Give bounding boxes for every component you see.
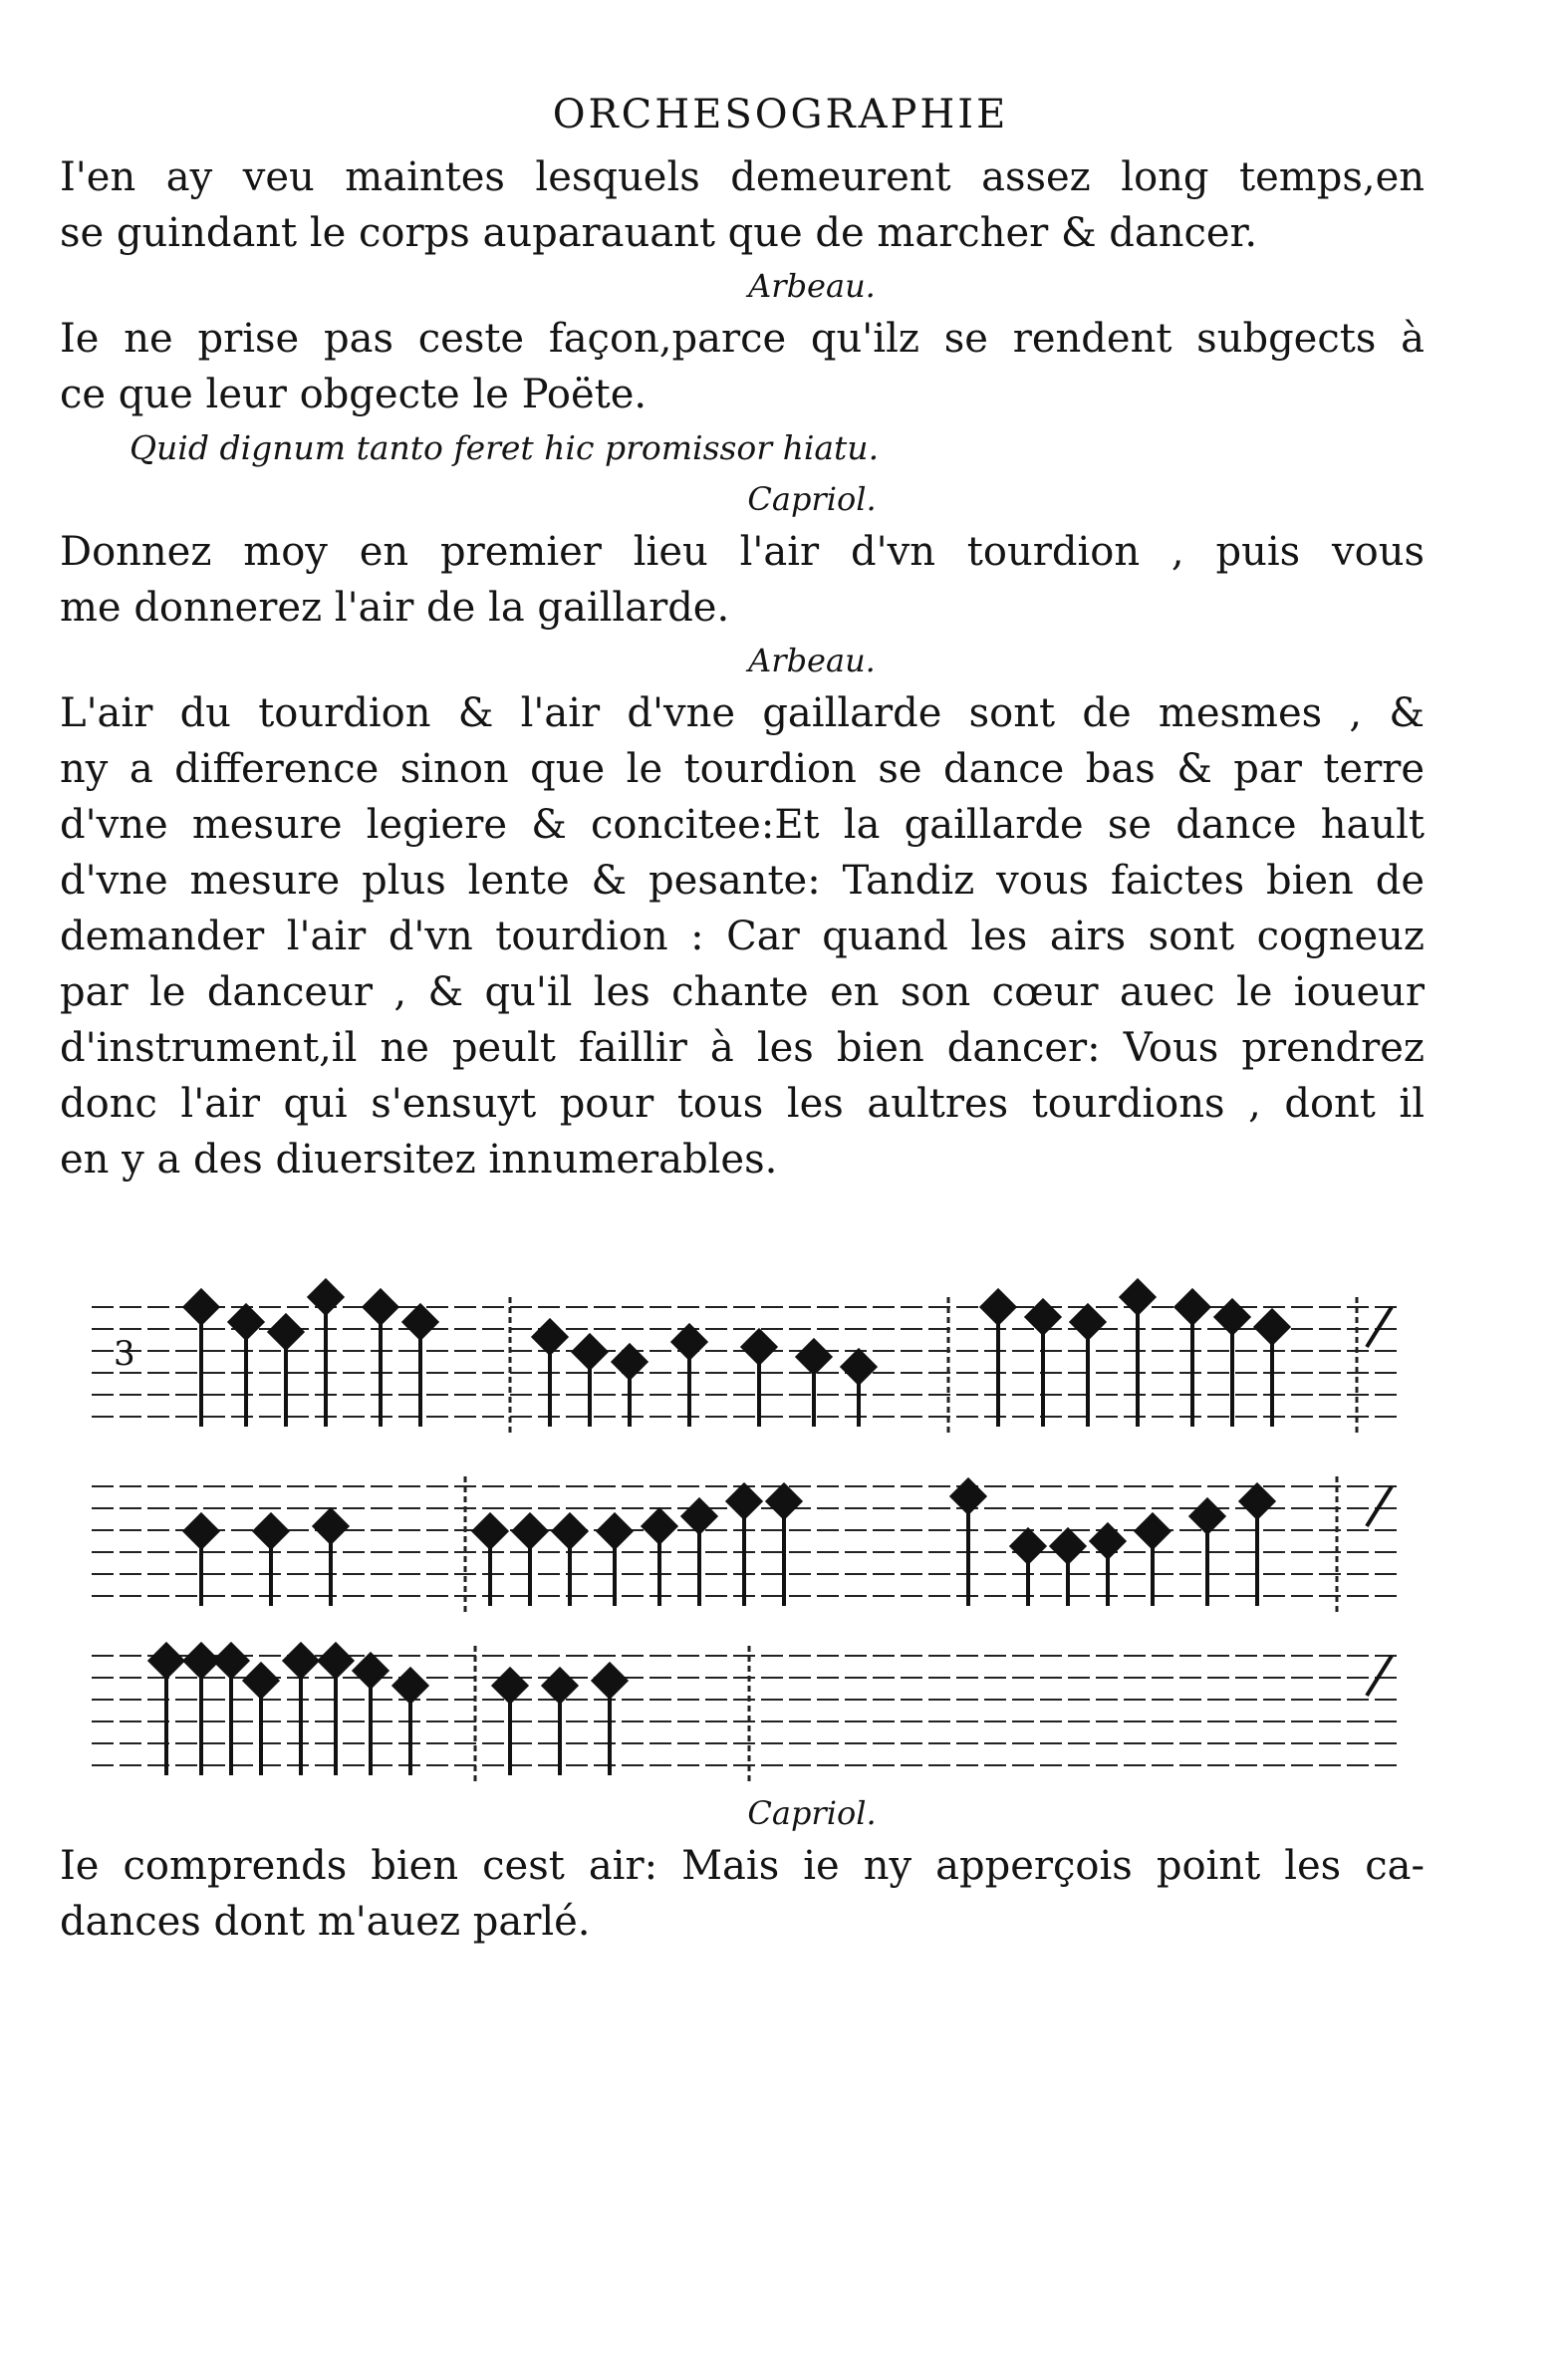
note-head	[365, 1291, 395, 1322]
note-head	[355, 1655, 386, 1686]
paragraph	[60, 685, 1425, 1188]
note-head	[185, 1291, 216, 1322]
note-head	[544, 1670, 575, 1701]
custos-mark	[1367, 1307, 1392, 1347]
note-head	[150, 1645, 181, 1676]
text-line: ce que leur obgecte le Poëte.	[60, 372, 648, 417]
note-head	[673, 1326, 704, 1357]
note-head	[683, 1500, 714, 1531]
note-head	[1137, 1515, 1168, 1546]
note-head	[315, 1510, 346, 1541]
lower-text-block	[60, 1788, 1425, 1950]
paragraph	[60, 524, 1425, 636]
speaker-name: Arbeau.	[748, 267, 876, 305]
note-head	[394, 1670, 425, 1701]
text-line: d'instrument,il ne peult faillir à les bien dancer: Vous prendrez	[60, 1025, 1425, 1071]
text-line: se guindant le corps auparauant que de marcher & dancer.	[60, 210, 1258, 256]
note-head	[743, 1331, 774, 1362]
closing-line-1: Ie comprends bien cest air: Mais ie ny apperçois point les ca-	[60, 1843, 1425, 1889]
note-head	[285, 1645, 316, 1676]
custos-mark	[1367, 1486, 1392, 1526]
text-line: par le danceur , & qu'il les chante en son cœur auec le ioueur	[60, 969, 1425, 1015]
note-head	[1052, 1530, 1083, 1561]
closing-paragraph	[60, 1838, 1425, 1950]
paragraph	[60, 149, 1425, 261]
note-head	[404, 1306, 435, 1337]
note-head	[474, 1515, 505, 1546]
note-head	[245, 1665, 276, 1696]
note-head	[1241, 1485, 1272, 1516]
mensural-notation-staff-icon	[72, 1257, 1407, 1795]
note-head	[982, 1291, 1013, 1322]
paragraph	[60, 311, 1425, 422]
note-head	[494, 1670, 525, 1701]
speaker-name: Arbeau.	[748, 642, 876, 679]
note-head	[270, 1316, 301, 1347]
note-head	[185, 1645, 216, 1676]
text-line: d'vne mesure legiere & concitee:Et la gaillarde se dance hault	[60, 802, 1425, 848]
text-line: Donnez moy en premier lieu l'air d'vn tourdion , puis vous	[60, 529, 1425, 575]
note-head	[255, 1515, 286, 1546]
note-head	[574, 1336, 605, 1367]
note-head	[599, 1515, 630, 1546]
text-line: I'en ay veu maintes lesquels demeurent assez long temps,en	[60, 154, 1425, 200]
text-line: en y a des diuersitez innumerables.	[60, 1137, 778, 1183]
note-head	[320, 1645, 351, 1676]
closing-line-2: dances dont m'auez parlé.	[60, 1899, 591, 1945]
latin-quotation: Quid dignum tanto feret hic promissor hiatu.	[130, 428, 880, 467]
note-head	[1191, 1500, 1222, 1531]
note-head	[798, 1341, 829, 1372]
note-head	[1012, 1530, 1043, 1561]
note-head	[1176, 1291, 1207, 1322]
time-signature: 3	[114, 1334, 135, 1374]
upper-text-block	[60, 149, 1425, 1188]
speaker-capriol: Capriol.	[747, 1794, 877, 1832]
note-head	[215, 1645, 246, 1676]
note-head	[728, 1485, 759, 1516]
note-head	[185, 1515, 216, 1546]
note-head	[843, 1351, 874, 1382]
note-head	[554, 1515, 585, 1546]
text-line: donc l'air qui s'ensuyt pour tous les aultres tourdions , dont il	[60, 1081, 1425, 1127]
text-line: ny a difference sinon que le tourdion se dance bas & par terre	[60, 746, 1425, 792]
note-head	[514, 1515, 545, 1546]
note-head	[644, 1510, 674, 1541]
speaker-name: Capriol.	[747, 480, 877, 518]
text-line: d'vne mesure plus lente & pesante: Tandiz vous faictes bien de	[60, 858, 1425, 904]
text-line: Ie ne prise pas ceste façon,parce qu'ilz se rendent subgects à	[60, 316, 1425, 362]
note-head	[230, 1306, 261, 1337]
text-line: L'air du tourdion & l'air d'vne gaillarde sont de mesmes , &	[60, 690, 1425, 736]
running-head: ORCHESOGRAPHIE	[552, 92, 1009, 137]
text-line: demander l'air d'vn tourdion : Car quand les airs sont cogneuz	[60, 914, 1425, 959]
note-head	[768, 1485, 799, 1516]
note-head	[534, 1321, 565, 1352]
note-head	[594, 1665, 625, 1696]
note-head	[1072, 1306, 1103, 1337]
custos-mark	[1367, 1656, 1392, 1696]
note-head	[1256, 1311, 1287, 1342]
text-line: me donnerez l'air de la gaillarde.	[60, 585, 730, 631]
music-score	[72, 1257, 1407, 1795]
